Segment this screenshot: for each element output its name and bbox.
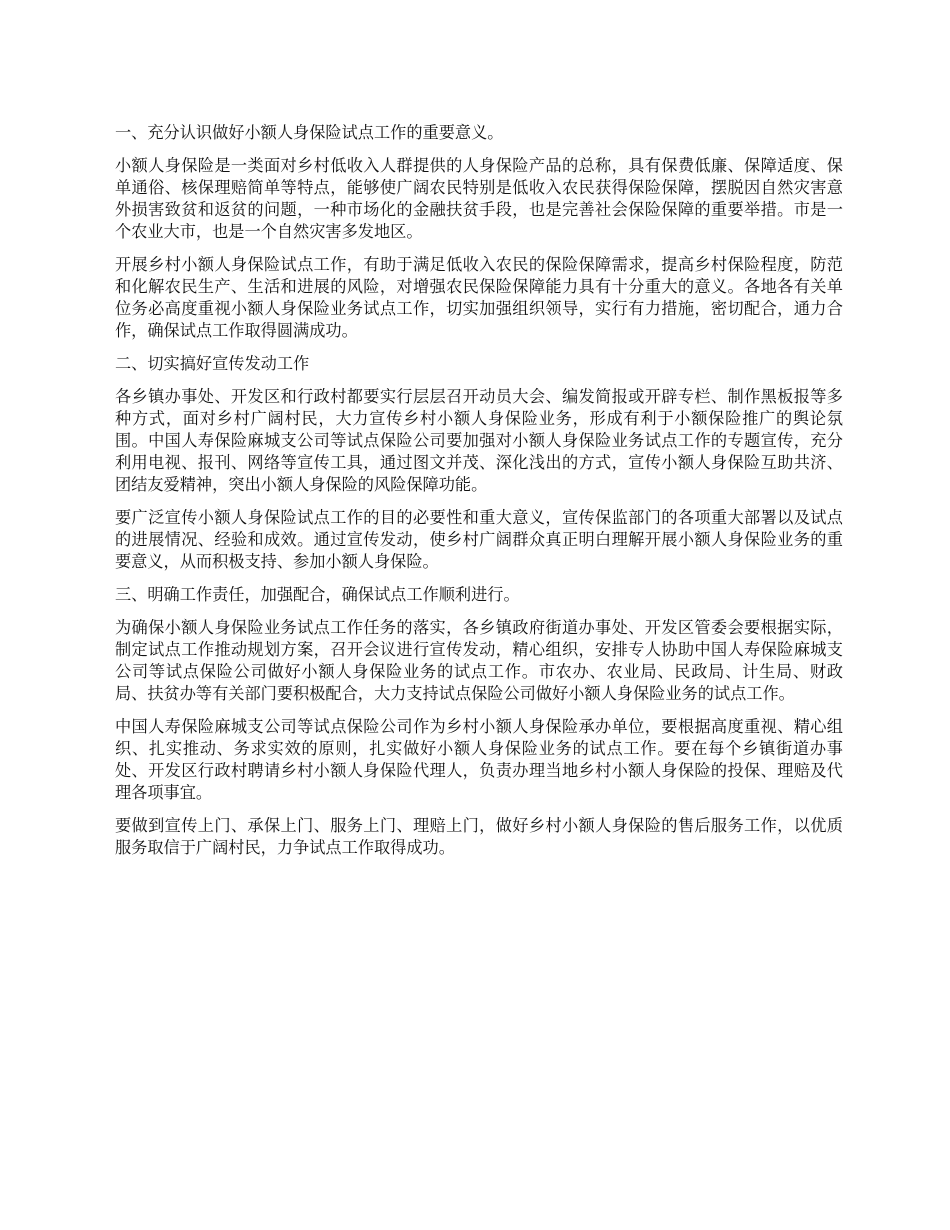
section-heading-1: 一、充分认识做好小额人身保险试点工作的重要意义。 [115,123,504,142]
document-body [115,122,843,870]
section-heading-3: 三、明确工作责任，加强配合，确保试点工作顺利进行。 [115,585,520,604]
paragraph-1: 小额人身保险是一类面对乡村低收入人群提供的人身保险产品的总称，具有保费低廉、保障适度、保单通俗、核保理赔简单等特点，能够使广阔农民特别是低收入农民获得保险保障，摆脱因自然灾害意外损害致贫和返贫的问题，一种市场化的金融扶贫手段，也是完善社会保险保障的重要举措。市是一个农业大市，也是一个自然灾害多发地区。 [115,156,843,241]
paragraph-2: 开展乡村小额人身保险试点工作，有助于满足低收入农民的保险保障需求，提高乡村保险程度，防范和化解农民生产、生活和进展的风险，对增强农民保险保障能力具有十分重大的意义。各地各有关单位务必高度重视小额人身保险业务试点工作，切实加强组织领导，实行有力措施，密切配合，通力合作，确保试点工作取得圆满成功。 [115,255,843,340]
paragraph-5: 为确保小额人身保险业务试点工作任务的落实，各乡镇政府街道办事处、开发区管委会要根据实际，制定试点工作推动规划方案，召开会议进行宣传发动，精心组织，安排专人协助中国人寿保险麻城支公司等试点保险公司做好小额人身保险业务的试点工作。市农办、农业局、民政局、计生局、财政局、扶贫办等有关部门要积极配合，大力支持试点保险公司做好小额人身保险业务的试点工作。 [115,618,843,703]
paragraph-3: 各乡镇办事处、开发区和行政村都要实行层层召开动员大会、编发简报或开辟专栏、制作黑板报等多种方式，面对乡村广阔村民，大力宣传乡村小额人身保险业务，形成有利于小额保险推广的舆论氛围。中国人寿保险麻城支公司等试点保险公司要加强对小额人身保险业务试点工作的专题宣传，充分利用电视、报刊、网络等宣传工具，通过图文并茂、深化浅出的方式，宣传小额人身保险互助共济、团结友爱精神，突出小额人身保险的风险保障功能。 [115,387,843,494]
section-heading-2: 二、切实搞好宣传发动工作 [115,354,310,373]
paragraph-4: 要广泛宣传小额人身保险试点工作的目的必要性和重大意义，宣传保监部门的各项重大部署以及试点的进展情况、经验和成效。通过宣传发动，使乡村广阔群众真正明白理解开展小额人身保险业务的重要意义，从而积极支持、参加小额人身保险。 [115,508,843,571]
paragraph-6: 中国人寿保险麻城支公司等试点保险公司作为乡村小额人身保险承办单位，要根据高度重视、精心组织、扎实推动、务求实效的原则，扎实做好小额人身保险业务的试点工作。要在每个乡镇街道办事处、开发区行政村聘请乡村小额人身保险代理人，负责办理当地乡村小额人身保险的投保、理赔及代理各项事宜。 [115,717,843,802]
paragraph-7: 要做到宣传上门、承保上门、服务上门、理赔上门，做好乡村小额人身保险的售后服务工作，以优质服务取信于广阔村民，力争试点工作取得成功。 [115,816,843,857]
